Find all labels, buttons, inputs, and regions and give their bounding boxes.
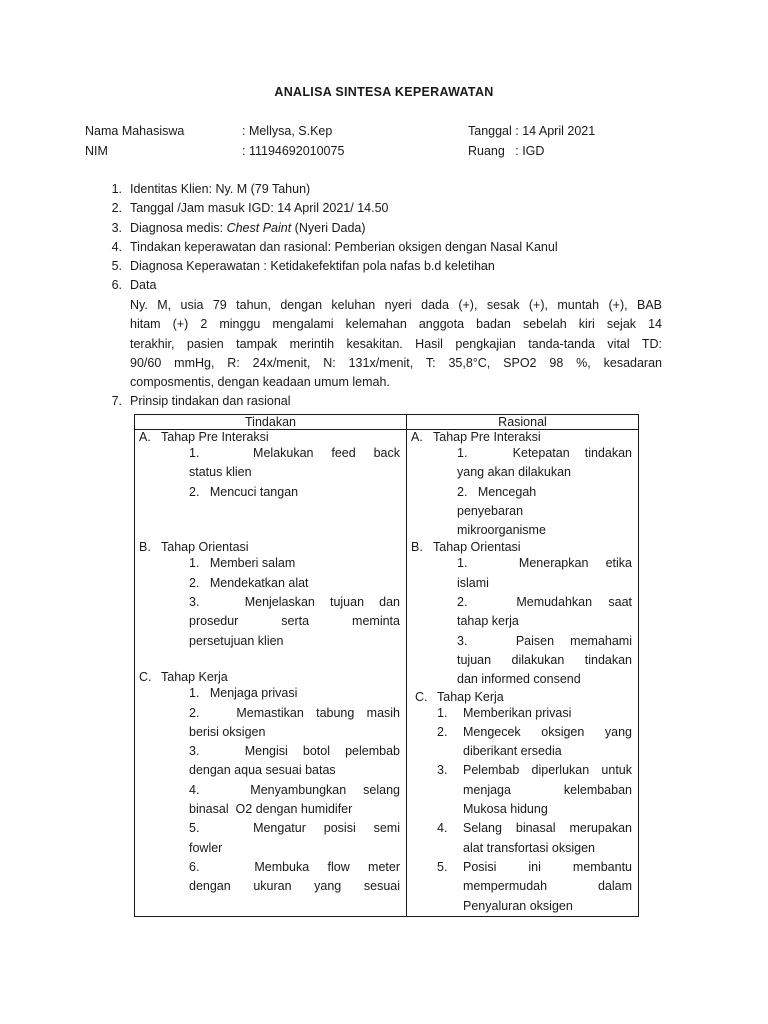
list-item: 1. Melakukan feed back status klien [189, 446, 400, 480]
list-item: 2. Mencegah penyebaran mikroorganisme [457, 484, 546, 538]
list-item: 5. Posisi ini membantu mempermudah dalam Penyaluran oksigen [437, 859, 632, 913]
list-item: 5. Mengatur posisi semi fowler [189, 821, 400, 855]
tanggal: Tanggal : 14 April 2021 [468, 124, 596, 138]
header-rasional: Rasional [407, 415, 639, 430]
ruang: Ruang : IGD [468, 144, 545, 158]
list-item: 1. Identitas Klien: Ny. M (79 Tahun) [111, 182, 311, 196]
section-heading: B. Tahap Orientasi [411, 540, 521, 555]
list-item: 4. Selang binasal merupakan alat transfortasi oksigen [437, 821, 632, 855]
list-item: 1. Memberikan privasi [437, 705, 572, 720]
list-item: 6. Membuka flow meter dengan ukuran yang sesuai [189, 859, 400, 894]
tindakan-cell [135, 430, 407, 917]
nim-value: : 11194692010075 [242, 144, 345, 158]
list-item: 3. Paisen memahami tujuan dilakukan tindakan dan informed consend [457, 633, 632, 687]
numbered-list-7 [108, 392, 663, 411]
list-item: 1. Memberi salam [189, 556, 296, 571]
list-item: 1. Menerapkan etika islami [457, 556, 632, 590]
section-heading: C. Tahap Kerja [415, 689, 504, 704]
list-item: 3. Mengisi botol pelembab dengan aqua sesuai batas [189, 744, 400, 778]
list-item: 2. Memudahkan saat tahap kerja [457, 595, 632, 629]
list-item: 5. Diagnosa Keperawatan : Ketidakefektifan pola nafas b.d keletihan [111, 259, 495, 274]
table-header-row [135, 415, 639, 430]
list-item: 2. Memastikan tabung masih berisi oksigen [189, 705, 400, 739]
nim-label: NIM [85, 144, 108, 158]
section-heading: A. Tahap Pre Interaksi [139, 430, 269, 444]
list-item: 1. Menjaga privasi [189, 686, 298, 701]
header-tindakan: Tindakan [135, 415, 407, 430]
meta-row-nim [85, 144, 685, 162]
list-item: 2. Mendekatkan alat [189, 575, 309, 590]
table-row [135, 430, 639, 917]
list-item: 3. Diagnosa medis: Chest Paint (Nyeri Dada) [111, 220, 366, 235]
section-heading: A. Tahap Pre Interaksi [411, 430, 541, 444]
list-item: 3. Menjelaskan tujuan dan prosedur serta meminta persetujuan klien [189, 595, 400, 648]
meta-row-nama [85, 124, 685, 142]
tindakan-rasional-table [134, 414, 639, 917]
data-paragraph: Ny. M, usia 79 tahun, dengan keluhan nyeri dada (+), sesak (+), muntah (+), BAB hitam (+) 2 minggu mengalami kelemahan anggota badan sebelah kiri sejak 14 terakhir, pasien tampak merintih kesakitan. Hasil pengkajian tanda-tanda vital TD: 90/60 mmHg, R: 24x/menit, N: 131x/menit, T: 35,8°C, SPO2 98 %, kesadaran composmentis, dengan keadaan umum lemah. [130, 298, 662, 390]
list-item: 3. Pelembab diperlukan untuk menjaga kelembaban Mukosa hidung [437, 763, 632, 817]
numbered-list [108, 180, 663, 296]
nama-value: : Mellysa, S.Kep [242, 124, 333, 138]
nama-label: Nama Mahasiswa [85, 124, 185, 138]
list-item: 4. Tindakan keperawatan dan rasional: Pemberian oksigen dengan Nasal Kanul [111, 239, 558, 254]
list-item: 2. Mengecek oksigen yang diberikant ersedia [437, 724, 632, 759]
list-item: 7. Prinsip tindakan dan rasional [111, 394, 291, 408]
list-item: 2. Mencuci tangan [189, 484, 299, 499]
list-item: 6. Data [111, 278, 157, 293]
list-item: 2. Tanggal /Jam masuk IGD: 14 April 2021/ 14.50 [111, 201, 389, 216]
document-title: ANALISA SINTESA KEPERAWATAN [274, 85, 494, 99]
list-item: 4. Menyambungkan selang binasal O2 dengan humidifer [189, 782, 400, 817]
section-heading: C. Tahap Kerja [139, 670, 228, 685]
rasional-cell [407, 430, 639, 917]
section-heading: B. Tahap Orientasi [139, 540, 249, 555]
list-item: 1. Ketepatan tindakan yang akan dilakukan [457, 446, 632, 480]
